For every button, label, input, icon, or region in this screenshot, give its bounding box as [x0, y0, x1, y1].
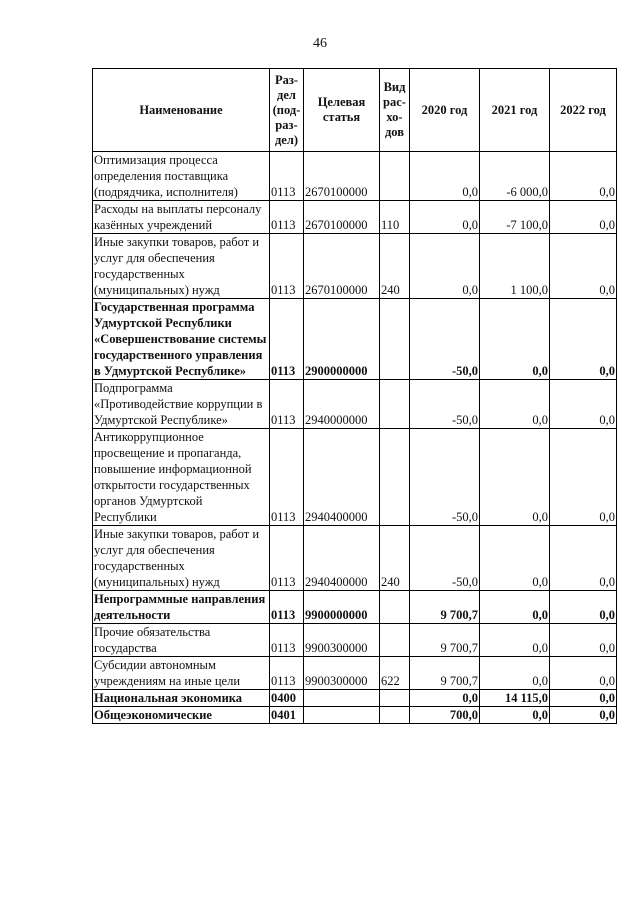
- cell-name: Подпрограмма «Противодействие коррупции в Удмуртской Республике»: [93, 380, 270, 429]
- cell-y2020: 9 700,7: [410, 624, 480, 657]
- cell-y2022: 0,0: [550, 657, 617, 690]
- header-expense: [380, 69, 410, 152]
- cell-y2021: 14 115,0: [480, 690, 550, 707]
- cell-name: Непрограммные направления деятельности: [93, 591, 270, 624]
- cell-y2021: 0,0: [480, 299, 550, 380]
- cell-expense: [380, 690, 410, 707]
- page-number: 46: [313, 36, 327, 51]
- cell-target: 2670100000: [304, 201, 380, 234]
- cell-expense: [380, 429, 410, 526]
- cell-name: Национальная экономика: [93, 690, 270, 707]
- cell-expense: 240: [380, 234, 410, 299]
- cell-y2020: 0,0: [410, 152, 480, 201]
- cell-target: 9900300000: [304, 624, 380, 657]
- cell-y2021: 0,0: [480, 624, 550, 657]
- cell-section: 0113: [270, 624, 304, 657]
- cell-y2022: 0,0: [550, 707, 617, 724]
- cell-expense: [380, 380, 410, 429]
- cell-y2021: 0,0: [480, 591, 550, 624]
- cell-section: 0401: [270, 707, 304, 724]
- cell-y2021: 0,0: [480, 380, 550, 429]
- cell-section: 0113: [270, 526, 304, 591]
- cell-y2022: 0,0: [550, 234, 617, 299]
- cell-y2020: 9 700,7: [410, 657, 480, 690]
- cell-name: Прочие обязательства государства: [93, 624, 270, 657]
- cell-name: Оптимизация процесса определения поставщика (подрядчика, исполнителя): [93, 152, 270, 201]
- cell-y2020: 0,0: [410, 201, 480, 234]
- table-row: [93, 299, 617, 380]
- cell-y2022: 0,0: [550, 299, 617, 380]
- cell-y2022: 0,0: [550, 526, 617, 591]
- cell-expense: 110: [380, 201, 410, 234]
- cell-expense: 622: [380, 657, 410, 690]
- cell-y2022: 0,0: [550, 152, 617, 201]
- header-target: [304, 69, 380, 152]
- cell-section: 0113: [270, 299, 304, 380]
- cell-y2020: 9 700,7: [410, 591, 480, 624]
- cell-section: 0113: [270, 591, 304, 624]
- cell-y2021: -6 000,0: [480, 152, 550, 201]
- cell-name: Иные закупки товаров, работ и услуг для обеспечения государственных (муниципальных) нужд: [93, 234, 270, 299]
- header-2020: 2020 год: [410, 69, 480, 152]
- cell-section: 0113: [270, 201, 304, 234]
- cell-target: 2900000000: [304, 299, 380, 380]
- cell-section: 0113: [270, 234, 304, 299]
- table-header-row: [93, 69, 617, 152]
- cell-target: 9900300000: [304, 657, 380, 690]
- cell-y2022: 0,0: [550, 624, 617, 657]
- cell-expense: 240: [380, 526, 410, 591]
- cell-y2020: 0,0: [410, 234, 480, 299]
- cell-y2021: 1 100,0: [480, 234, 550, 299]
- cell-target: 2670100000: [304, 234, 380, 299]
- cell-expense: [380, 591, 410, 624]
- table-row: [93, 657, 617, 690]
- cell-y2021: 0,0: [480, 657, 550, 690]
- header-target-text: Целевая статья: [317, 95, 366, 124]
- budget-table: [92, 68, 617, 724]
- table-row: [93, 201, 617, 234]
- table-body: [93, 152, 617, 724]
- cell-target: 2670100000: [304, 152, 380, 201]
- cell-expense: [380, 707, 410, 724]
- cell-target: 2940400000: [304, 526, 380, 591]
- cell-target: 2940400000: [304, 429, 380, 526]
- cell-target: [304, 690, 380, 707]
- table-row: [93, 690, 617, 707]
- cell-y2022: 0,0: [550, 690, 617, 707]
- cell-y2021: 0,0: [480, 707, 550, 724]
- cell-name: Антикоррупционное просвещение и пропаганда, повышение информационной открытости государственных органов Удмуртской Республики: [93, 429, 270, 526]
- cell-section: 0113: [270, 380, 304, 429]
- cell-y2021: 0,0: [480, 526, 550, 591]
- cell-y2020: -50,0: [410, 299, 480, 380]
- cell-y2020: 700,0: [410, 707, 480, 724]
- cell-section: 0113: [270, 657, 304, 690]
- header-2022: 2022 год: [550, 69, 617, 152]
- cell-y2022: 0,0: [550, 429, 617, 526]
- header-section-text: Раз- дел (под- раз- дел): [272, 72, 301, 147]
- header-name: Наименование: [93, 69, 270, 152]
- cell-y2020: -50,0: [410, 380, 480, 429]
- cell-section: 0400: [270, 690, 304, 707]
- cell-name: Иные закупки товаров, работ и услуг для обеспечения государственных (муниципальных) нужд: [93, 526, 270, 591]
- cell-target: 9900000000: [304, 591, 380, 624]
- table-row: [93, 707, 617, 724]
- table-row: [93, 591, 617, 624]
- table-row: [93, 152, 617, 201]
- cell-y2022: 0,0: [550, 591, 617, 624]
- cell-expense: [380, 152, 410, 201]
- cell-section: 0113: [270, 429, 304, 526]
- cell-y2020: 0,0: [410, 690, 480, 707]
- cell-y2022: 0,0: [550, 201, 617, 234]
- header-expense-text: Вид рас- хо- дов: [383, 80, 406, 139]
- header-section: [270, 69, 304, 152]
- cell-name: Государственная программа Удмуртской Республики «Совершенствование системы государственного управления в Удмуртской Республике»: [93, 299, 270, 380]
- table-row: [93, 380, 617, 429]
- cell-y2020: -50,0: [410, 526, 480, 591]
- cell-section: 0113: [270, 152, 304, 201]
- table-row: [93, 429, 617, 526]
- cell-y2021: -7 100,0: [480, 201, 550, 234]
- header-2021: 2021 год: [480, 69, 550, 152]
- cell-target: [304, 707, 380, 724]
- cell-expense: [380, 299, 410, 380]
- cell-expense: [380, 624, 410, 657]
- cell-y2022: 0,0: [550, 380, 617, 429]
- cell-y2021: 0,0: [480, 429, 550, 526]
- table-row: [93, 526, 617, 591]
- cell-name: Общеэкономические: [93, 707, 270, 724]
- cell-name: Расходы на выплаты персоналу казённых учреждений: [93, 201, 270, 234]
- table-row: [93, 234, 617, 299]
- cell-y2020: -50,0: [410, 429, 480, 526]
- cell-name: Субсидии автономным учреждениям на иные цели: [93, 657, 270, 690]
- cell-target: 2940000000: [304, 380, 380, 429]
- table-row: [93, 624, 617, 657]
